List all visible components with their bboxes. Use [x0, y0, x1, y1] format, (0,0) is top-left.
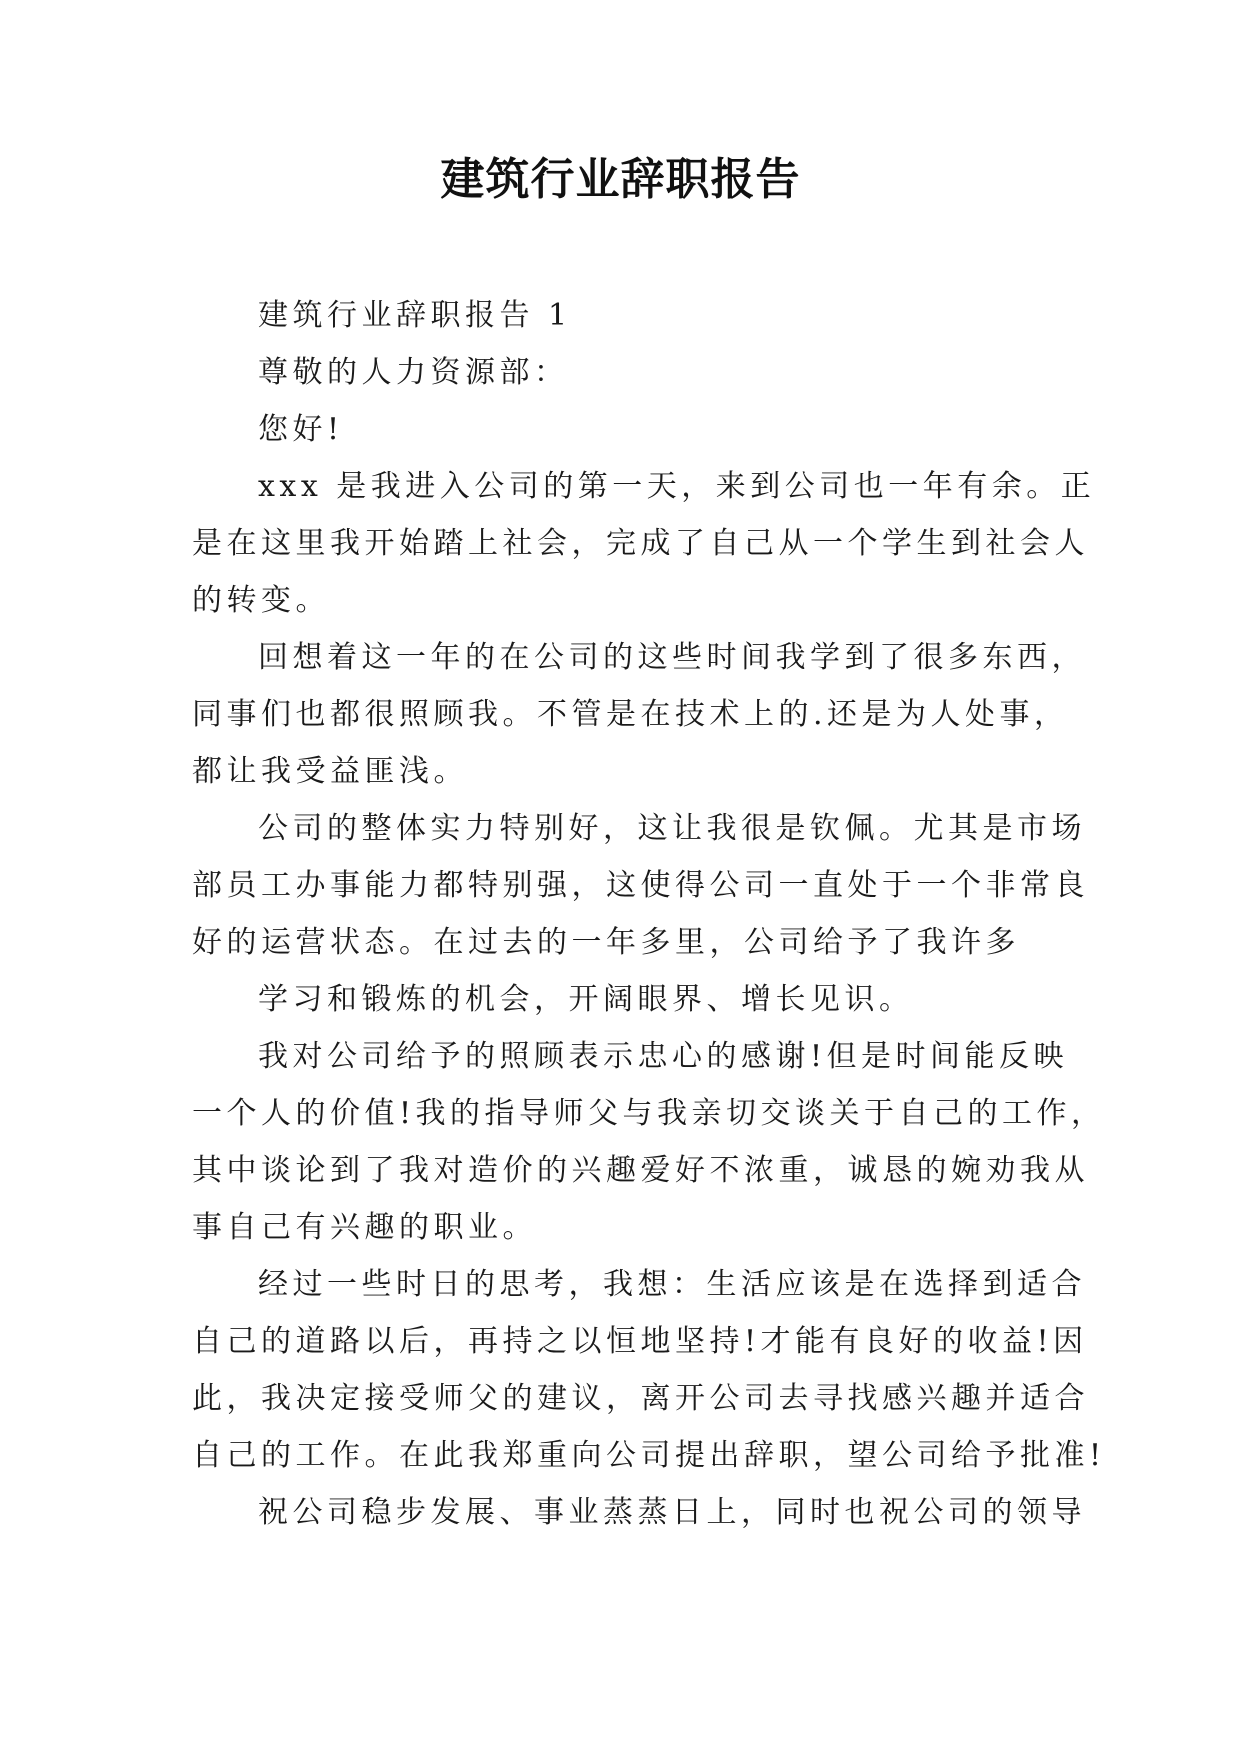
paragraph-1-line-3: 的转变。	[192, 583, 330, 618]
paragraph-3-line-4: 学习和锻炼的机会，开阔眼界、增长见识。	[258, 982, 914, 1017]
paragraph-5-line-2: 自己的道路以后，再持之以恒地坚持!才能有良好的收益!因	[192, 1324, 1088, 1359]
paragraph-4-line-1: 我对公司给予的照顾表示忠心的感谢!但是时间能反映	[258, 1039, 1069, 1074]
paragraph-4-line-3: 其中谈论到了我对造价的兴趣爱好不浓重，诚恳的婉劝我从	[192, 1153, 1089, 1188]
paragraph-3-line-1: 公司的整体实力特别好，这让我很是钦佩。尤其是市场	[258, 811, 1086, 846]
paragraph-2-line-2: 同事们也都很照顾我。不管是在技术上的.还是为人处事，	[192, 697, 1069, 732]
paragraph-3-line-3: 好的运营状态。在过去的一年多里，公司给予了我许多	[192, 925, 1020, 960]
paragraph-4-line-4: 事自己有兴趣的职业。	[192, 1210, 537, 1245]
paragraph-2-line-3: 都让我受益匪浅。	[192, 754, 468, 789]
paragraph-4-line-2: 一个人的价值!我的指导师父与我亲切交谈关于自己的工作，	[192, 1096, 1106, 1131]
paragraph-2-line-1: 回想着这一年的在公司的这些时间我学到了很多东西，	[258, 640, 1086, 675]
document-title: 建筑行业辞职报告	[440, 154, 801, 205]
report-number-line: 建筑行业辞职报告 1	[258, 298, 572, 333]
paragraph-5-line-1: 经过一些时日的思考，我想：生活应该是在选择到适合	[258, 1267, 1086, 1302]
paragraph-1-line-2: 是在这里我开始踏上社会，完成了自己从一个学生到社会人	[192, 526, 1089, 561]
paragraph-5-line-4: 自己的工作。在此我郑重向公司提出辞职，望公司给予批准!	[192, 1438, 1106, 1473]
greeting-line: 您好!	[258, 412, 344, 447]
paragraph-3-line-2: 部员工办事能力都特别强，这使得公司一直处于一个非常良	[192, 868, 1089, 903]
paragraph-6-line-1: 祝公司稳步发展、事业蒸蒸日上，同时也祝公司的领导	[258, 1495, 1086, 1530]
salutation-line: 尊敬的人力资源部：	[258, 355, 569, 390]
paragraph-5-line-3: 此，我决定接受师父的建议，离开公司去寻找感兴趣并适合	[192, 1381, 1089, 1416]
paragraph-1-line-1: xxx 是我进入公司的第一天，来到公司也一年有余。正	[258, 469, 1096, 504]
